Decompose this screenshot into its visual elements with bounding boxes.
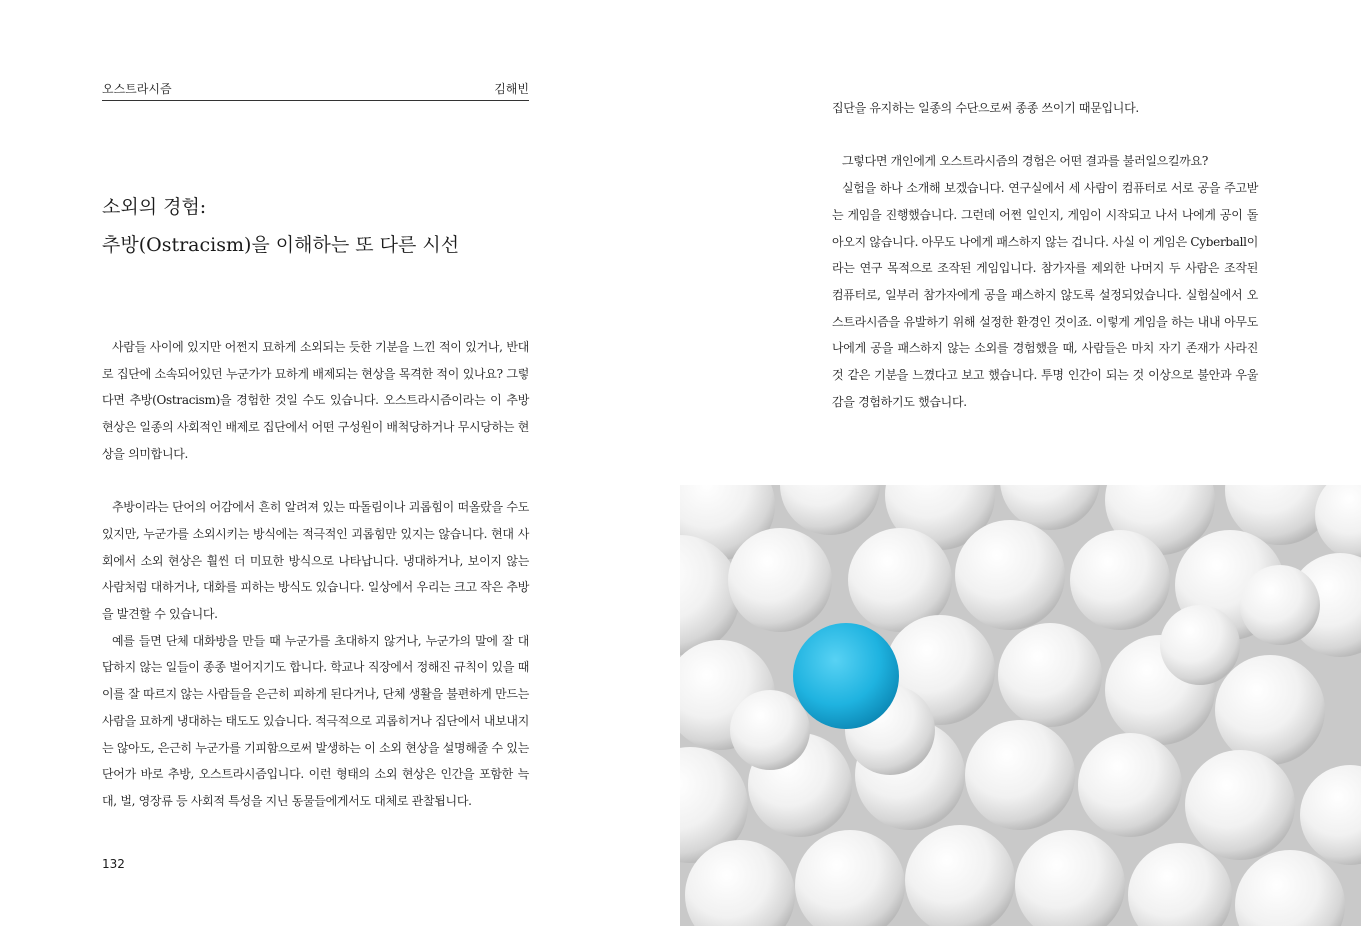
body-paragraph: 예를 들면 단체 대화방을 만들 때 누군가를 초대하지 않거나, 누군가의 말에 잘 대답하지 않는 일들이 종종 벌어지기도 합니다. 학교나 직장에서 정해진 규칙이 있을 때 이를 잘 따르지 않는 사람들을 은근히 피하게 된다거나, 단체 생활을 불편하게 만드는 사람을 묘하게 냉대하는 태도도 있습니다. 적극적으로 괴롭히거나 집단에서 내보내지는 않아도, 은근히 누군가를 기피함으로써 발생하는 이 소외 현상을 설명해줄 수 있는 단어가 바로 추방, 오스트라시즘입니다. 이런 형태의 소외 현상은 인간을 포함한 늑대, 벌, 영장류 등 사회적 특성을 지닌 동물들에게서도 대체로 관찰됩니다. <box>102 633 529 808</box>
page-number: 132 <box>102 857 125 871</box>
left-body-text <box>102 334 529 815</box>
article-title <box>102 188 542 264</box>
white-ball <box>965 720 1075 830</box>
white-ball <box>1185 750 1295 860</box>
body-paragraph: 사람들 사이에 있지만 어쩐지 묘하게 소외되는 듯한 기분을 느낀 적이 있거나, 반대로 집단에 소속되어있던 누군가가 묘하게 배제되는 현상을 목격한 적이 있나요? 그렇다면 추방(Ostracism)을 경험한 것일 수도 있습니다. 오스트라시즘이라는 이 추방 현상은 일종의 사회적인 배제로 집단에서 어떤 구성원이 배척당하거나 무시당하는 현상을 의미합니다. <box>102 340 529 461</box>
right-body-text <box>832 95 1258 415</box>
body-paragraph: 추방이라는 단어의 어감에서 흔히 알려져 있는 따돌림이나 괴롭힘이 떠올랐을 수도 있지만, 누군가를 소외시키는 방식에는 적극적인 괴롭힘만 있지는 않습니다. 현대 사회에서 소외 현상은 훨씬 더 미묘한 방식으로 나타납니다. 냉대하거나, 보이지 않는 사람처럼 대하거나, 대화를 피하는 방식도 있습니다. 일상에서 우리는 크고 작은 추방을 발견할 수 있습니다. <box>102 500 529 622</box>
blue-ball <box>793 623 899 729</box>
body-paragraph: 그렇다면 개인에게 오스트라시즘의 경험은 어떤 결과를 불러일으킬까요? <box>842 154 1208 169</box>
white-ball <box>730 690 810 770</box>
white-ball <box>955 520 1065 630</box>
article-title-line1: 소외의 경험: <box>102 196 207 218</box>
right-page <box>680 0 1361 926</box>
white-ball <box>1070 530 1170 630</box>
white-ball <box>1215 655 1325 765</box>
white-ball <box>998 623 1102 727</box>
body-paragraph: 집단을 유지하는 일종의 수단으로써 종종 쓰이기 때문입니다. <box>832 101 1139 115</box>
running-head <box>102 78 529 101</box>
author-name: 김해빈 <box>494 82 529 96</box>
white-ball <box>728 528 832 632</box>
left-page <box>0 0 680 926</box>
white-ball <box>1078 733 1182 837</box>
balls-illustration <box>680 485 1361 926</box>
white-ball <box>1160 605 1240 685</box>
white-ball <box>1240 565 1320 645</box>
section-title: 오스트라시즘 <box>102 82 172 96</box>
white-balls-photo <box>680 485 1361 926</box>
body-paragraph: 실험을 하나 소개해 보겠습니다. 연구실에서 세 사람이 컴퓨터로 서로 공을 주고받는 게임을 진행했습니다. 그런데 어쩐 일인지, 게임이 시작되고 나서 나에게 공이 돌아오지 않습니다. 아무도 나에게 패스하지 않는 겁니다. 사실 이 게임은 Cyberball이라는 연구 목적으로 조작된 게임입니다. 참가자를 제외한 나머지 두 사람은 조작된 컴퓨터로, 일부러 참가자에게 공을 패스하지 않도록 설정되었습니다. 실험실에서 오스트라시즘을 유발하기 위해 설정한 환경인 것이죠. 이렇게 게임을 하는 내내 아무도 나에게 공을 패스하지 않는 소외를 경험했을 때, 사람들은 마치 자기 존재가 사라진 것 같은 기분을 느꼈다고 보고 했습니다. 투명 인간이 되는 것 이상으로 불안과 우울감을 경험하기도 했습니다. <box>832 181 1258 409</box>
article-title-line2: 추방(Ostracism)을 이해하는 또 다른 시선 <box>102 234 460 256</box>
